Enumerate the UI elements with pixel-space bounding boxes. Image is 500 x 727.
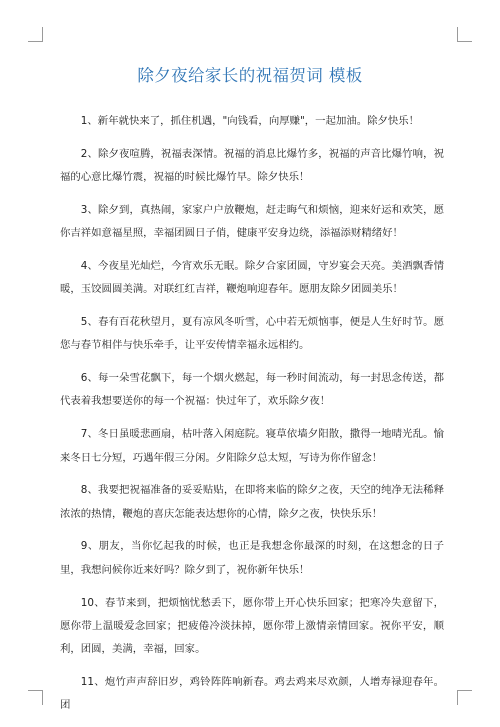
paragraph-7: 7、冬日虽暖悲画扇，枯叶落入闲庭院。寝草依墙夕阳散，撒得一地晴光乱。愉来冬日七分短，巧遇年假三分闲。夕阳除夕总太短，写诗为你作留念！ <box>60 428 444 464</box>
paragraph-10: 10、春节来到，把烦恼忧愁丢下，愿你带上开心快乐回家；把寒冷失意留下，愿你带上温暖爱念回家；把疲倦冷淡抹掉，愿你带上激情亲情回家。祝你平安，顺利，团圆，美满，幸福，回家。 <box>60 596 444 656</box>
crop-mark-top-left <box>28 27 43 42</box>
crop-mark-bottom-right <box>457 690 472 705</box>
crop-mark-bottom-left <box>28 690 43 705</box>
paragraph-5: 5、春有百花秋望月，夏有凉风冬听雪，心中若无烦恼事，便是人生好时节。愿您与春节相伴与快乐牵手，让平安传情幸福永远相约。 <box>60 316 444 352</box>
paragraph-3: 3、除夕到，真热闹，家家户户放鞭炮，赶走晦气和烦恼，迎来好运和欢笑，愿你吉祥如意福星照，幸福团圆日子俏，健康平安身边绕，添福添财精绪好！ <box>60 203 444 240</box>
crop-mark-top-right <box>457 27 472 42</box>
paragraph-6: 6、每一朵雪花飘下，每一个烟火燃起，每一秒时间流动，每一封思念传送，都代表着我想要送你的每一个祝福：快过年了，欢乐除夕夜！ <box>60 372 444 408</box>
paragraph-4: 4、今夜星光灿烂，今宵欢乐无眠。除夕合家团圆，守岁宴会天亮。美酒飘香情暖，玉饺圆圆美满。对联红红吉祥，鞭炮响迎春年。愿朋友除夕团圆美乐！ <box>60 259 444 296</box>
paragraph-11: 11、炮竹声声辞旧岁，鸡铃阵阵响新春。鸡去鸡来尽欢颜，人增寿禄迎春年。团 <box>60 675 444 712</box>
paragraph-1: 1、新年就快来了，抓住机遇，"向钱看，向厚赚"，一起加油。除夕快乐！ <box>80 115 420 127</box>
document-body <box>60 110 444 727</box>
document-title: 除夕夜给家长的祝福贺词 模板 <box>137 66 363 85</box>
paragraph-8: 8、我要把祝福准备的妥妥贴贴，在即将来临的除夕之夜，天空的纯净无法稀释浓浓的热情，鞭炮的喜庆怎能表达想你的心情，除夕之夜，快快乐乐！ <box>60 484 444 520</box>
paragraph-9: 9、朋友，当你忆起我的时候，也正是我想念你最深的时刻，在这想念的日子里，我想问候你近来好吗？除夕到了，祝你新年快乐！ <box>60 540 444 576</box>
paragraph-2: 2、除夕夜喧腾，祝福表深情。祝福的消息比爆竹多，祝福的声音比爆竹响，祝福的心意比爆竹震，祝福的时候比爆竹早。除夕快乐！ <box>60 147 444 184</box>
